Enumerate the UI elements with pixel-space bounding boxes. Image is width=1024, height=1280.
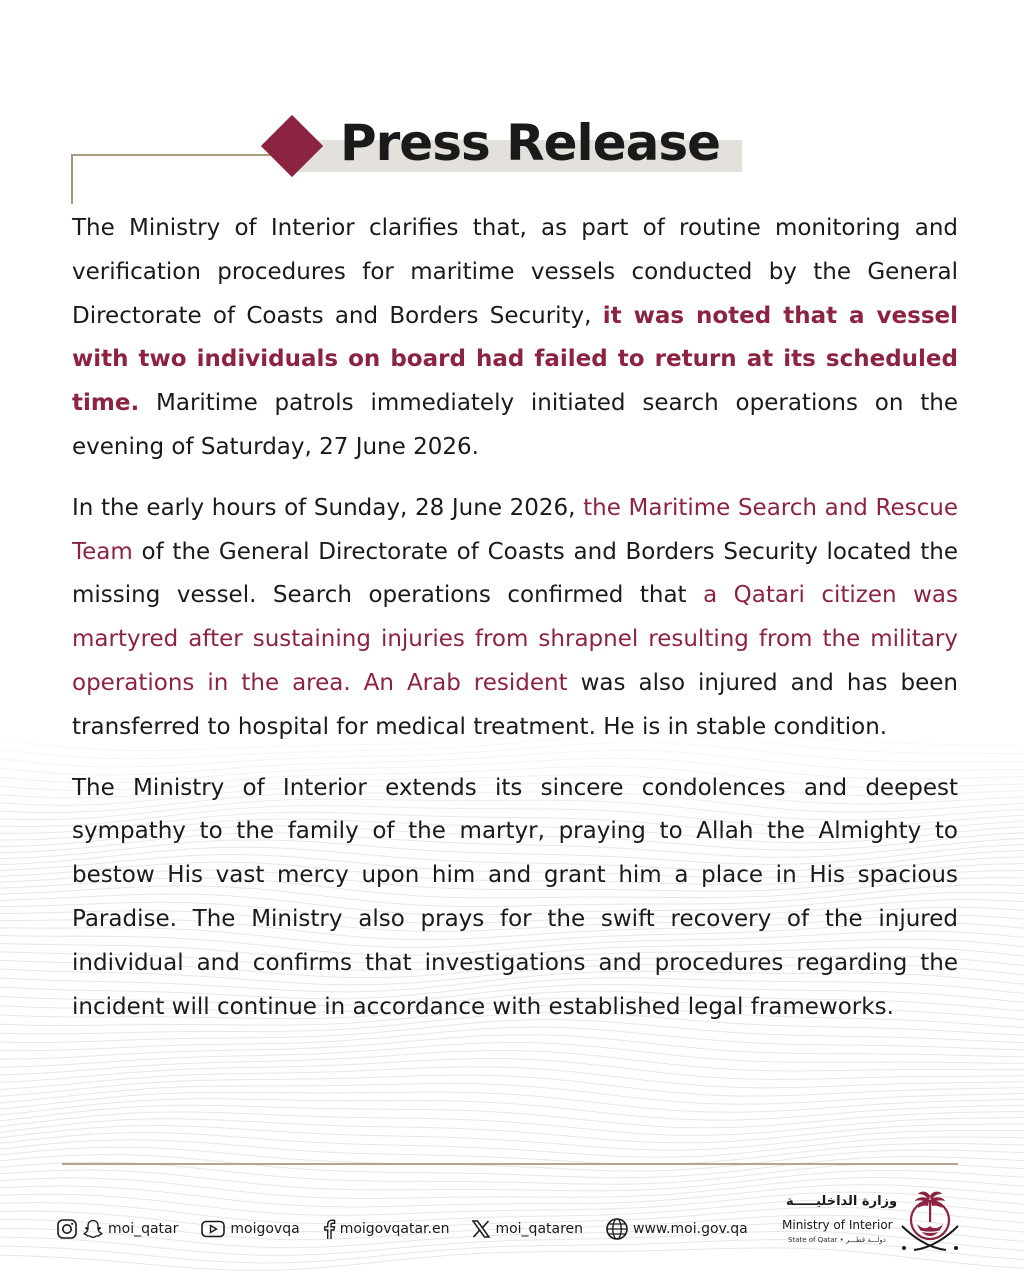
social-handle: moigovqa [230, 1221, 300, 1237]
social-handle: moi_qatar [108, 1221, 179, 1237]
globe-icon [605, 1217, 629, 1241]
footer-rule [62, 1163, 958, 1165]
highlighted-text: a Qatari citizen was martyred after sustaining injuries from shrapnel resulting from the military operations in the area. An Arab resident [72, 582, 958, 696]
qatar-emblem-icon [898, 1186, 962, 1256]
body-text: The Ministry of Interior extends its sincere condolences and deepest sympathy to the family of the martyr, praying to Allah the Almighty to bestow His vast mercy upon him and grant him a place in His spacious Paradise. The Ministry also prays for the swift recovery of the injured individual and confirms that investigations and procedures regarding the incident will continue in accordance with established legal frameworks. [72, 774, 958, 1020]
instagram-icon [56, 1218, 78, 1240]
highlighted-text: the Maritime Search and Rescue Team [72, 494, 959, 565]
social-moigovqatar-en[interactable] [322, 1218, 450, 1240]
social-links [56, 1214, 770, 1244]
social-handle: moigovqatar.en [339, 1221, 450, 1237]
social-handle: www.moi.gov.qa [633, 1221, 748, 1237]
page-title: Press Release [340, 114, 721, 172]
header [0, 110, 1024, 200]
logo-arabic-name: وزارة الداخليـــــة [786, 1194, 898, 1209]
snapchat-icon [82, 1218, 104, 1240]
youtube-icon [200, 1218, 226, 1240]
header-rule [72, 154, 282, 156]
paragraph-2 [72, 487, 958, 750]
body-text: In the early hours of Sunday, 28 June 2026, [72, 494, 584, 521]
logo-subtitle: State of Qatar • دولـــة قطـــر [788, 1236, 886, 1244]
social-website[interactable] [605, 1217, 748, 1241]
header-rule-vertical [71, 154, 73, 204]
social-moi-qatar[interactable] [56, 1218, 178, 1240]
body-text: The Ministry of Interior clarifies that, as part of routine monitoring and verification procedures for maritime vessels conducted by the General Directorate of Coasts and Borders Security, [72, 215, 958, 329]
social-moi-qataren[interactable] [471, 1218, 583, 1240]
body-text: Maritime patrols immediately initiated search operations on the evening of Saturday, 27 June 2026. [72, 390, 958, 460]
social-handle: moi_qataren [495, 1221, 584, 1237]
ministry-logo [780, 1186, 970, 1256]
body-text: was also injured and has been transferred to hospital for medical treatment. He is in stable condition. [72, 669, 958, 740]
logo-english-name: Ministry of Interior [782, 1218, 893, 1232]
highlighted-text: it was noted that a vessel with two individuals on board had failed to return at its scheduled time. [72, 302, 958, 417]
x-icon [471, 1218, 491, 1240]
paragraph-1 [72, 207, 958, 470]
body-text: of the General Directorate of Coasts and Borders Security located the missing vessel. Search operations confirmed that [72, 538, 958, 609]
facebook-icon [322, 1218, 336, 1240]
social-moigovqa[interactable] [200, 1218, 299, 1240]
paragraph-3 [72, 767, 958, 1030]
press-body [72, 207, 958, 1046]
